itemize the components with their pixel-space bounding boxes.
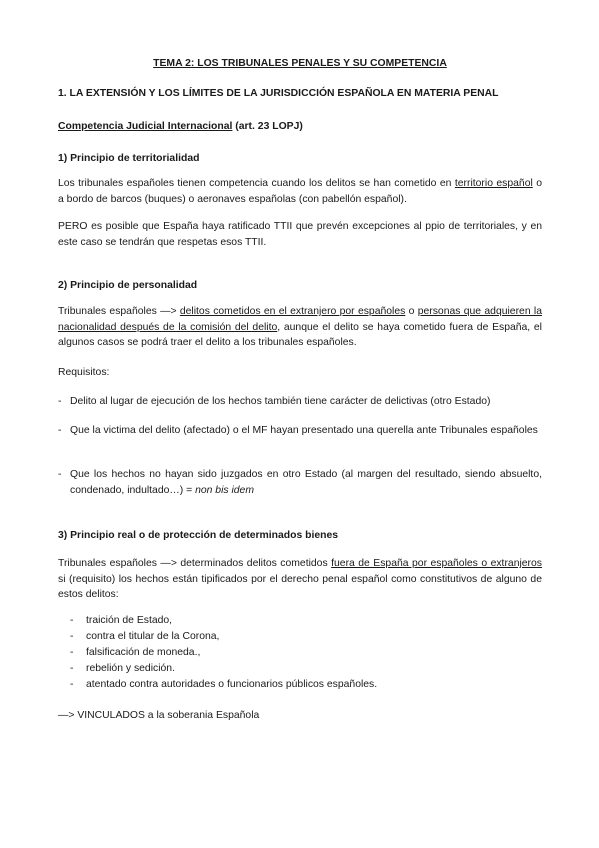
competencia-rest: (art. 23 LOPJ) [232, 121, 303, 132]
text-run: si (requisito) los hechos están tipificados por el derecho penal español como constitutivos de alguno de estos delitos: [58, 573, 542, 600]
requisito-text: Que la victima del delito (afectado) o el MF hayan presentado una querella ante Tribunales españoles [70, 425, 538, 436]
principio-real-paragraph [58, 556, 542, 603]
requisito-item [58, 423, 542, 439]
text-run: o a bordo de barcos (buques) o aeronaves españolas (con pabellón español). [58, 178, 542, 205]
text-run: Tribunales españoles —> [58, 306, 180, 317]
list-dash: - [70, 679, 74, 690]
text-run: , aunque el delito se haya cometido fuera de España, el algunos casos se podrá traer el delito a los tribunales españoles. [58, 321, 542, 348]
requisitos-label: Requisitos: [58, 367, 110, 378]
competencia-underlined: Competencia Judicial Internacional [58, 121, 233, 132]
requisito-text: Delito al lugar de ejecución de los hechos también tiene carácter de delictivas (otro Estado) [70, 396, 491, 407]
list-dash: - [58, 469, 62, 480]
list-dash: - [58, 425, 62, 436]
competencia-heading [58, 121, 303, 132]
list-item-text: traición de Estado, [86, 615, 173, 626]
territorialidad-paragraph-2: PERO es posible que España haya ratificado TTII que prevén excepciones al ppio de territoriales, y en este caso se tendrán que respetas esos TTII. [58, 221, 542, 248]
list-dash: - [70, 631, 74, 642]
territorialidad-paragraph-1 [58, 176, 542, 207]
underlined-phrase: fuera de España por españoles o extranjeros [331, 558, 542, 569]
principio-real-heading: 3) Principio real o de protección de determinados bienes [58, 530, 339, 541]
list-item-text: contra el titular de la Corona, [86, 631, 220, 642]
text-run: Que los hechos no hayan sido juzgados en otro Estado (al margen del resultado, siendo absuelto, condenado, indultado…) = [70, 469, 542, 496]
underlined-phrase: personas que adquieren la nacionalidad después de la comisión del delito [58, 306, 542, 333]
list-dash: - [70, 663, 74, 674]
list-dash: - [58, 396, 62, 407]
personalidad-paragraph [58, 304, 542, 351]
text-run: Tribunales españoles —> determinados delitos cometidos [58, 558, 332, 569]
list-dash: - [70, 615, 74, 626]
territorio-espanol-underlined: territorio español [454, 178, 533, 189]
non-bis-idem-italic: non bis idem [195, 484, 254, 496]
personalidad-heading: 2) Principio de personalidad [58, 280, 198, 291]
underlined-phrase: delitos cometidos en el extranjero por españoles [179, 306, 406, 317]
section-heading-1: 1. LA EXTENSIÓN Y LOS LÍMITES DE LA JURISDICCIÓN ESPAÑOLA EN MATERIA PENAL [58, 88, 499, 99]
vinculados-line: —> VINCULADOS a la soberania Española [58, 710, 260, 721]
list-item-text: falsificación de moneda., [86, 647, 201, 658]
requisito-item [58, 467, 542, 498]
requisito-text [70, 467, 542, 498]
requisito-item [58, 394, 542, 410]
list-dash: - [70, 647, 74, 658]
text-run: o [405, 306, 418, 317]
document-title: TEMA 2: LOS TRIBUNALES PENALES Y SU COMPETENCIA [153, 58, 447, 69]
list-item-text: rebelión y sedición. [86, 663, 175, 674]
list-item-text: atentado contra autoridades o funcionarios públicos españoles. [86, 679, 378, 690]
territorialidad-heading: 1) Principio de territorialidad [58, 153, 200, 164]
text-run: Los tribunales españoles tienen competencia cuando los delitos se han cometido en [58, 178, 455, 189]
